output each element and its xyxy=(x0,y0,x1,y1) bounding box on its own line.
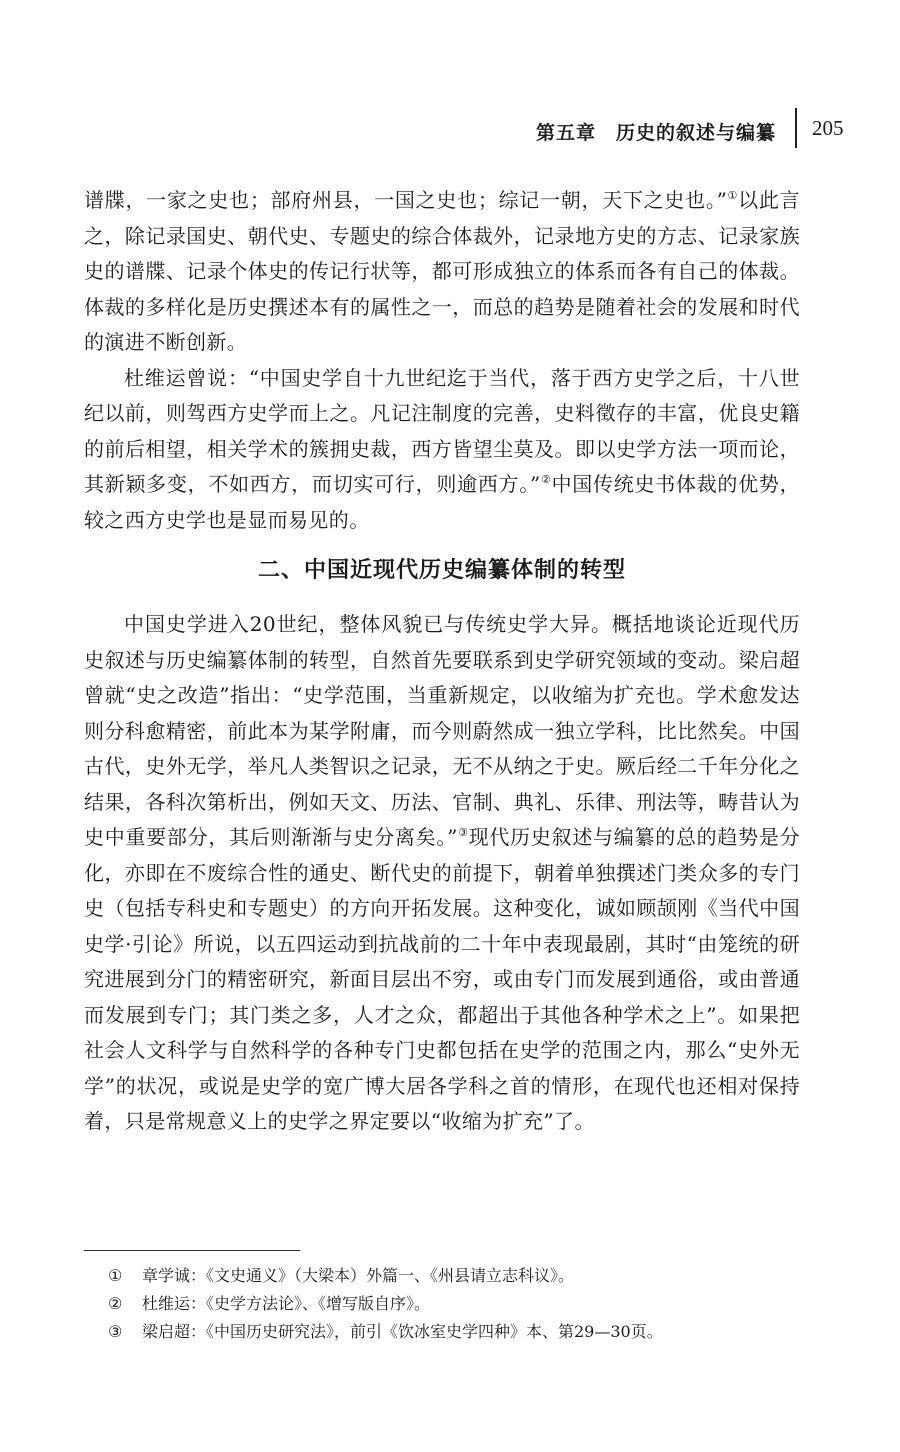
footnote-3 xyxy=(108,1318,798,1346)
footnote-text-2: 杜维运：《史学方法论》、《增写版自序》。 xyxy=(142,1294,431,1313)
footnote-ref-2: ② xyxy=(540,473,552,486)
paragraph-1 xyxy=(84,183,800,361)
footnote-mark-1: ① xyxy=(108,1266,123,1285)
header-divider xyxy=(795,108,797,148)
footnotes xyxy=(108,1262,798,1346)
paragraph-2 xyxy=(84,361,800,539)
footnote-2 xyxy=(108,1290,798,1318)
paragraph-3-text-b: 现代历史叙述与编纂的总的趋势是分化，亦即在不废综合性的通史、断代史的前提下，朝着单独撰述门类众多的专门史（包括专科史和专题史）的方向开拓发展。这种变化，诚如顾颉刚《当代中国史学·引论》所说，以五四运动到抗战前的二十年中表现最剧，其时“由笼统的研究进展到分门的精密研究，新面目层出不穷，或由专门而发展到通俗，或由普通而发展到专门；其门类之多，人才之众，都超出于其他各种学术之上”。如果把社会人文科学与自然科学的各种专门史都包括在史学的范围之内，那么“史外无学”的状况，或说是史学的宽广博大居各学科之首的情形，在现代也还相对保持着，只是常规意义上的史学之界定要以“收缩为扩充”了。 xyxy=(84,825,801,1133)
running-header xyxy=(0,108,900,148)
body-text xyxy=(84,183,800,1140)
paragraph-3 xyxy=(84,607,800,1140)
footnote-mark-2: ② xyxy=(108,1294,123,1313)
paragraph-3-text-a: 中国史学进入20世纪，整体风貌已与传统史学大异。概括地谈论近现代历史叙述与历史编纂体制的转型，自然首先要联系到史学研究领域的变动。梁启超曾就“史之改造”指出：“史学范围，当重新规定，以收缩为扩充也。学术愈发达则分科愈精密，前此本为某学附庸，而今则蔚然成一独立学科，比比然矣。中国古代，史外无学，举凡人类智识之记录，无不从纳之于史。厥后经二千年分化之结果，各科次第析出，例如天文、历法、官制、典礼、乐律、刑法等，畴昔认为史中重要部分，其后则渐渐与史分离矣。” xyxy=(84,612,800,849)
footnote-mark-3: ③ xyxy=(108,1322,123,1341)
paragraph-1-text-b: 以此言之，除记录国史、朝代史、专题史的综合体裁外，记录地方史的方志、记录家族史的谱牒、记录个体史的传记行状等，都可形成独立的体系而各有自己的体裁。体裁的多样化是历史撰述本有的属性之一，而总的趋势是随着社会的发展和时代的演进不断创新。 xyxy=(84,188,800,354)
section-heading: 二、中国近现代历史编纂体制的转型 xyxy=(257,558,626,583)
footnote-text-3: 梁启超：《中国历史研究法》，前引《饮冰室史学四种》本、第29—30页。 xyxy=(142,1322,663,1341)
chapter-title: 第五章 历史的叙述与编纂 xyxy=(535,122,776,144)
page-number: 205 xyxy=(812,116,844,140)
footnote-divider xyxy=(84,1250,300,1251)
paragraph-2-text-b: 中国传统史书体裁的优势，较之西方史学也是显而易见的。 xyxy=(84,472,800,532)
footnote-text-1: 章学诚：《文史通义》（大梁本）外篇一、《州县请立志科议》。 xyxy=(142,1266,575,1285)
paragraph-1-text-a: 谱牒，一家之史也；部府州县，一国之史也；综记一朝，天下之史也。” xyxy=(84,188,728,212)
paragraph-2-text-a: 杜维运曾说：“中国史学自十九世纪迄于当代，落于西方史学之后，十八世纪以前，则驾西方史学而上之。凡记注制度的完善，史料徵存的丰富，优良史籍的前后相望，相关学术的簇拥史裁，西方皆望尘莫及。即以史学方法一项而论，其新颖多变，不如西方，而切实可行，则逾西方。” xyxy=(84,365,800,496)
footnote-ref-3: ③ xyxy=(457,826,469,839)
footnote-ref-1: ① xyxy=(727,189,739,202)
footnote-1 xyxy=(108,1262,798,1290)
